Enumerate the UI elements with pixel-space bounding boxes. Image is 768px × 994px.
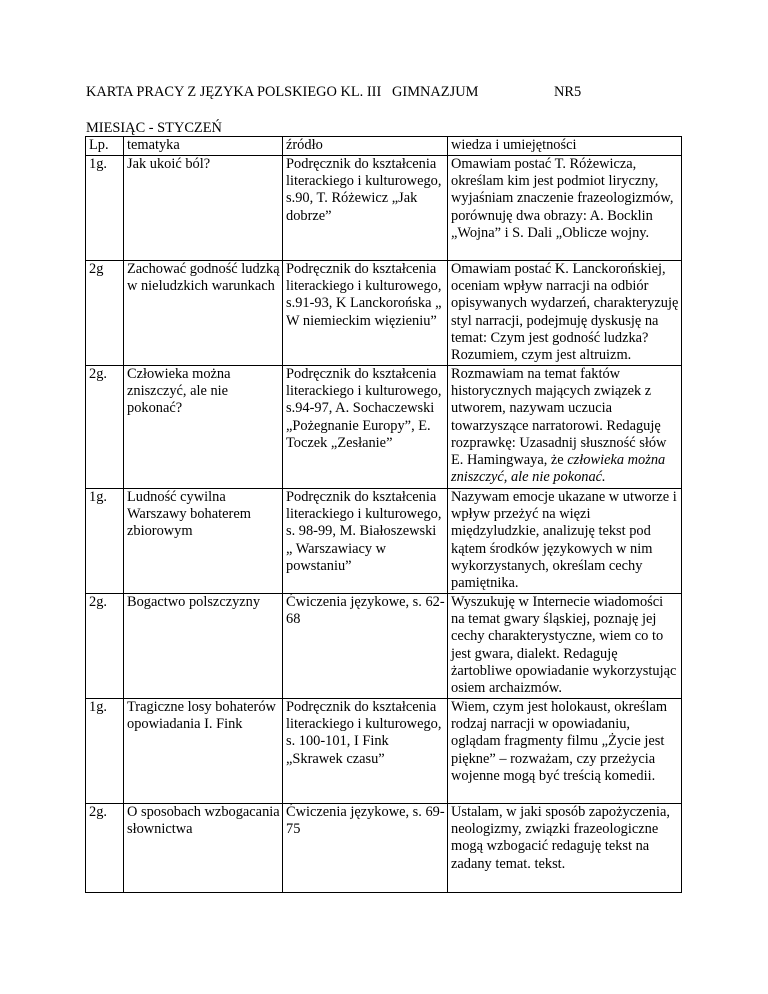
cell-skills: Nazywam emocje ukazane w utworze i wpływ przeżyć na więzi międzyludzkie, analizuję tekst pod kątem środków językowych w nim wykorzystanych, określam cechy pamiętnika. — [448, 489, 682, 594]
cell-topic: Zachować godność ludzką w nieludzkich warunkach — [124, 261, 283, 366]
worksheet-number: NR5 — [554, 84, 582, 100]
cell-lp: 1g. — [86, 489, 124, 594]
cell-skills: Wiem, czym jest holokaust, określam rodzaj narracji w opowiadaniu, oglądam fragmenty filmu „Życie jest piękne” – rozważam, czy przeżycia wojenne mogą być treścią komedii. — [448, 699, 682, 804]
cell-lp: 2g. — [86, 366, 124, 489]
cell-source: Ćwiczenia językowe, s. 62-68 — [283, 594, 448, 699]
cell-source: Podręcznik do kształcenia literackiego i kulturowego, s. 100-101, I Fink „Skrawek czasu” — [283, 699, 448, 804]
cell-source: Podręcznik do kształcenia literackiego i kulturowego, s.91-93, K Lanckorońska „ W niemieckim więzieniu” — [283, 261, 448, 366]
column-header-lp: Lp. — [86, 137, 124, 156]
cell-source: Podręcznik do kształcenia literackiego i kulturowego, s. 98-99, M. Białoszewski „ Warszawiacy w powstaniu” — [283, 489, 448, 594]
column-header-topic: tematyka — [124, 137, 283, 156]
table-row — [86, 594, 682, 699]
cell-topic: O sposobach wzbogacania słownictwa — [124, 804, 283, 893]
cell-lp: 1g. — [86, 156, 124, 261]
cell-topic: Ludność cywilna Warszawy bohaterem zbiorowym — [124, 489, 283, 594]
cell-lp: 2g. — [86, 594, 124, 699]
cell-topic: Tragiczne losy bohaterów opowiadania I. Fink — [124, 699, 283, 804]
cell-skills: Omawiam postać K. Lanckorońskiej, oceniam wpływ narracji na odbiór opisywanych wydarzeń, charakteryzuję styl narracji, podejmuję dyskusję na temat: Czym jest godność ludzka? Rozumiem, czym jest altruizm. — [448, 261, 682, 366]
cell-skills: Ustalam, w jaki sposób zapożyczenia, neologizmy, związki frazeologiczne mogą wzbogacić redaguję tekst na zadany temat. tekst. — [448, 804, 682, 893]
cell-skills — [448, 366, 682, 489]
cell-topic: Jak ukoić ból? — [124, 156, 283, 261]
cell-topic: Człowieka można zniszczyć, ale nie pokonać? — [124, 366, 283, 489]
cell-skills-text: Rozmawiam na temat faktów historycznych mających związek z utworem, nazywam uczucia towarzyszące narratorowi. Redaguję rozprawkę: Uzasadnij słuszność słów E. Hamingwaya, że — [451, 366, 667, 469]
cell-source: Ćwiczenia językowe, s. 69-75 — [283, 804, 448, 893]
cell-source: Podręcznik do kształcenia literackiego i kulturowego, s.90, T. Różewicz „Jak dobrze” — [283, 156, 448, 261]
column-header-source: źródło — [283, 137, 448, 156]
table-row — [86, 261, 682, 366]
cell-topic: Bogactwo polszczyzny — [124, 594, 283, 699]
table-row — [86, 366, 682, 489]
table-row — [86, 156, 682, 261]
cell-skills-quote: człowieka można zniszczyć, ale nie pokonać. — [451, 452, 666, 486]
table-row — [86, 489, 682, 594]
cell-skills: Wyszukuję w Internecie wiadomości na temat gwary śląskiej, poznaję jej cechy charakterystyczne, wiem co to jest gwara, dialekt. Redaguję żartobliwe opowiadanie wykorzystując osiem archaizmów. — [448, 594, 682, 699]
worksheet-title: KARTA PRACY Z JĘZYKA POLSKIEGO KL. III GIMNAZJUM — [86, 84, 479, 100]
cell-skills: Omawiam postać T. Różewicza, określam kim jest podmiot liryczny, wyjaśniam znaczenie frazeologizmów, porównuję dwa obrazy: A. Bocklin „Wojna” i S. Dali „Oblicze wojny. — [448, 156, 682, 261]
table-header-row — [86, 137, 682, 156]
cell-lp: 2g — [86, 261, 124, 366]
table-row — [86, 804, 682, 893]
month-label: MIESIĄC - STYCZEŃ — [86, 120, 222, 136]
cell-lp: 2g. — [86, 804, 124, 893]
table-row — [86, 699, 682, 804]
column-header-skills: wiedza i umiejętności — [448, 137, 682, 156]
lesson-plan-table — [85, 136, 682, 893]
cell-source: Podręcznik do kształcenia literackiego i kulturowego, s.94-97, A. Sochaczewski „Pożegnanie Europy”, E. Toczek „Zesłanie” — [283, 366, 448, 489]
cell-lp: 1g. — [86, 699, 124, 804]
